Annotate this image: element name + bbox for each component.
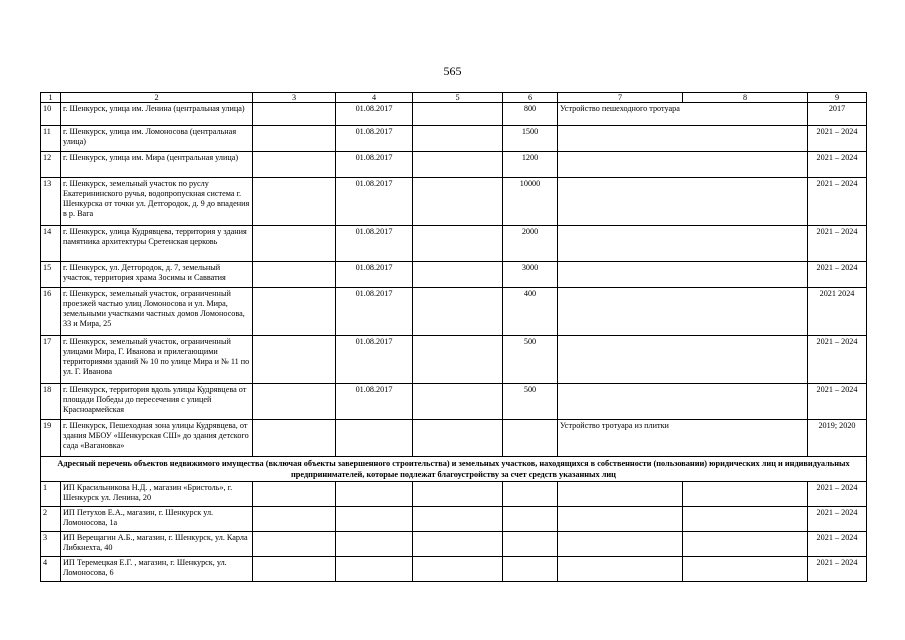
table-row [41, 532, 867, 557]
row-number: 10 [41, 103, 61, 126]
row-number: 13 [41, 178, 61, 226]
inventory-date: 01.08.2017 [336, 226, 413, 262]
empty-cell [413, 226, 503, 262]
column-number-header: 2 [61, 93, 253, 103]
work-term: 2021 – 2024 [808, 336, 867, 384]
table-row [41, 384, 867, 420]
column-number-header: 7 [558, 93, 683, 103]
work-term: 2021 – 2024 [808, 126, 867, 152]
table-row [41, 262, 867, 288]
empty-cell [336, 482, 413, 507]
empty-cell [413, 420, 503, 457]
empty-cell [413, 482, 503, 507]
table-row [41, 178, 867, 226]
table-row [41, 288, 867, 336]
object-address: г. Шенкурск, улица им. Мира (центральная улица) [61, 152, 253, 178]
table-row [41, 103, 867, 126]
empty-cell [683, 532, 808, 557]
empty-cell [503, 532, 558, 557]
row-number: 15 [41, 262, 61, 288]
empty-cell [253, 420, 336, 457]
empty-cell [253, 532, 336, 557]
object-address: ИП Красильникова Н.Д. , магазин «Бристоль», г. Шенкурск ул. Ленина, 20 [61, 482, 253, 507]
table-row [41, 507, 867, 532]
empty-cell [413, 532, 503, 557]
column-number-header: 9 [808, 93, 867, 103]
address-register-table [40, 92, 867, 582]
column-number-header: 1 [41, 93, 61, 103]
work-term: 2021 – 2024 [808, 262, 867, 288]
object-address: г. Шенкурск, территория вдоль улицы Кудрявцева от площади Победы до пересечения с улицей Красноармейская [61, 384, 253, 420]
empty-cell [413, 336, 503, 384]
object-address: ИП Теремецкая Е.Г. , магазин, г. Шенкурск, ул. Ломоносова, 6 [61, 557, 253, 582]
inventory-date: 01.08.2017 [336, 178, 413, 226]
table-row [41, 482, 867, 507]
empty-cell [503, 507, 558, 532]
empty-cell [253, 226, 336, 262]
object-address: г. Шенкурск, улица им. Ломоносова (центральная улица) [61, 126, 253, 152]
work-term: 2021 2024 [808, 288, 867, 336]
row-number: 1 [41, 482, 61, 507]
column-number-header: 3 [253, 93, 336, 103]
empty-cell [558, 482, 683, 507]
empty-cell [683, 507, 808, 532]
empty-cell [683, 557, 808, 582]
empty-cell [253, 178, 336, 226]
work-term: 2021 – 2024 [808, 482, 867, 507]
section-heading-row [41, 457, 867, 482]
row-number: 3 [41, 532, 61, 557]
column-number-header: 8 [683, 93, 808, 103]
planned-works: Устройство пешеходного тротуара [558, 103, 808, 126]
area-value: 10000 [503, 178, 558, 226]
empty-cell [413, 262, 503, 288]
inventory-date: 01.08.2017 [336, 262, 413, 288]
table-row [41, 126, 867, 152]
empty-cell [503, 557, 558, 582]
inventory-date: 01.08.2017 [336, 288, 413, 336]
area-value: 500 [503, 336, 558, 384]
table-row [41, 226, 867, 262]
column-number-header: 4 [336, 93, 413, 103]
inventory-date: 01.08.2017 [336, 384, 413, 420]
empty-cell [253, 384, 336, 420]
empty-cell [413, 557, 503, 582]
row-number: 17 [41, 336, 61, 384]
area-value: 1500 [503, 126, 558, 152]
empty-cell [558, 507, 683, 532]
object-address: г. Шенкурск, земельный участок, ограниченный проезжей частью улиц Ломоносова и ул. Мира, земельными участками частных домов Ломоносова, 33 и Мира, 25 [61, 288, 253, 336]
empty-cell [558, 557, 683, 582]
empty-cell [253, 152, 336, 178]
object-address: г. Шенкурск, ул. Детгородок, д. 7, земельный участок, территория храма Зосимы и Савватия [61, 262, 253, 288]
area-value: 400 [503, 288, 558, 336]
area-value [503, 420, 558, 457]
table-row [41, 557, 867, 582]
table-row [41, 152, 867, 178]
empty-cell [253, 126, 336, 152]
planned-works [558, 262, 808, 288]
row-number: 4 [41, 557, 61, 582]
empty-cell [683, 482, 808, 507]
work-term: 2021 – 2024 [808, 152, 867, 178]
row-number: 18 [41, 384, 61, 420]
empty-cell [558, 532, 683, 557]
work-term: 2019; 2020 [808, 420, 867, 457]
empty-cell [336, 532, 413, 557]
section-heading: Адресный перечень объектов недвижимого имущества (включая объекты завершенного строительства) и земельных участков, находящихся в собственности (пользовании) юридических лиц и индивидуальных предпринимателей, которые подлежат благоустройству за счет средств указанных лиц [41, 457, 867, 482]
work-term: 2021 – 2024 [808, 178, 867, 226]
planned-works [558, 126, 808, 152]
work-term: 2021 – 2024 [808, 507, 867, 532]
object-address: г. Шенкурск, улица им. Ленина (центральная улица) [61, 103, 253, 126]
table-row [41, 336, 867, 384]
row-number: 2 [41, 507, 61, 532]
work-term: 2021 – 2024 [808, 557, 867, 582]
area-value: 1200 [503, 152, 558, 178]
column-number-header: 5 [413, 93, 503, 103]
empty-cell [253, 103, 336, 126]
area-value: 3000 [503, 262, 558, 288]
table-row [41, 420, 867, 457]
object-address: г. Шенкурск, улица Кудрявцева, территория у здания памятника архитектуры Сретенская церковь [61, 226, 253, 262]
area-value: 800 [503, 103, 558, 126]
empty-cell [253, 262, 336, 288]
empty-cell [503, 482, 558, 507]
row-number: 12 [41, 152, 61, 178]
planned-works [558, 226, 808, 262]
page-number: 565 [443, 64, 462, 78]
empty-cell [336, 557, 413, 582]
planned-works: Устройство тротуара из плитки [558, 420, 808, 457]
inventory-date: 01.08.2017 [336, 126, 413, 152]
object-address: ИП Верещагин А.Б., магазин, г. Шенкурск, ул. Карла Либкнехта, 40 [61, 532, 253, 557]
inventory-date [336, 420, 413, 457]
empty-cell [336, 507, 413, 532]
row-number: 16 [41, 288, 61, 336]
empty-cell [413, 152, 503, 178]
empty-cell [413, 507, 503, 532]
row-number: 19 [41, 420, 61, 457]
row-number: 11 [41, 126, 61, 152]
empty-cell [413, 126, 503, 152]
work-term: 2017 [808, 103, 867, 126]
empty-cell [413, 103, 503, 126]
planned-works [558, 384, 808, 420]
area-value: 500 [503, 384, 558, 420]
inventory-date: 01.08.2017 [336, 336, 413, 384]
empty-cell [413, 178, 503, 226]
empty-cell [413, 288, 503, 336]
area-value: 2000 [503, 226, 558, 262]
planned-works [558, 152, 808, 178]
header-row [41, 93, 867, 103]
column-number-header: 6 [503, 93, 558, 103]
empty-cell [253, 288, 336, 336]
inventory-date: 01.08.2017 [336, 152, 413, 178]
empty-cell [253, 557, 336, 582]
work-term: 2021 – 2024 [808, 226, 867, 262]
planned-works [558, 288, 808, 336]
empty-cell [253, 507, 336, 532]
empty-cell [413, 384, 503, 420]
object-address: г. Шенкурск, земельный участок по руслу Екатерининского ручья, водопропускная система г. Шенкурска от точки ул. Детгородок, д. 9 до впадения в р. Вага [61, 178, 253, 226]
work-term: 2021 – 2024 [808, 384, 867, 420]
object-address: г. Шенкурск, Пешеходная зона улицы Кудрявцева, от здания МБОУ «Шенкурская СШ» до здания детского сада «Вагановка» [61, 420, 253, 457]
row-number: 14 [41, 226, 61, 262]
work-term: 2021 – 2024 [808, 532, 867, 557]
empty-cell [253, 336, 336, 384]
object-address: ИП Петухов Е.А., магазин, г. Шенкурск ул. Ломоносова, 1а [61, 507, 253, 532]
planned-works [558, 178, 808, 226]
inventory-date: 01.08.2017 [336, 103, 413, 126]
object-address: г. Шенкурск, земельный участок, ограниченный улицами Мира, Г. Иванова и прилегающими территориями зданий № 10 по улице Мира и № 11 по ул. Г. Иванова [61, 336, 253, 384]
empty-cell [253, 482, 336, 507]
planned-works [558, 336, 808, 384]
